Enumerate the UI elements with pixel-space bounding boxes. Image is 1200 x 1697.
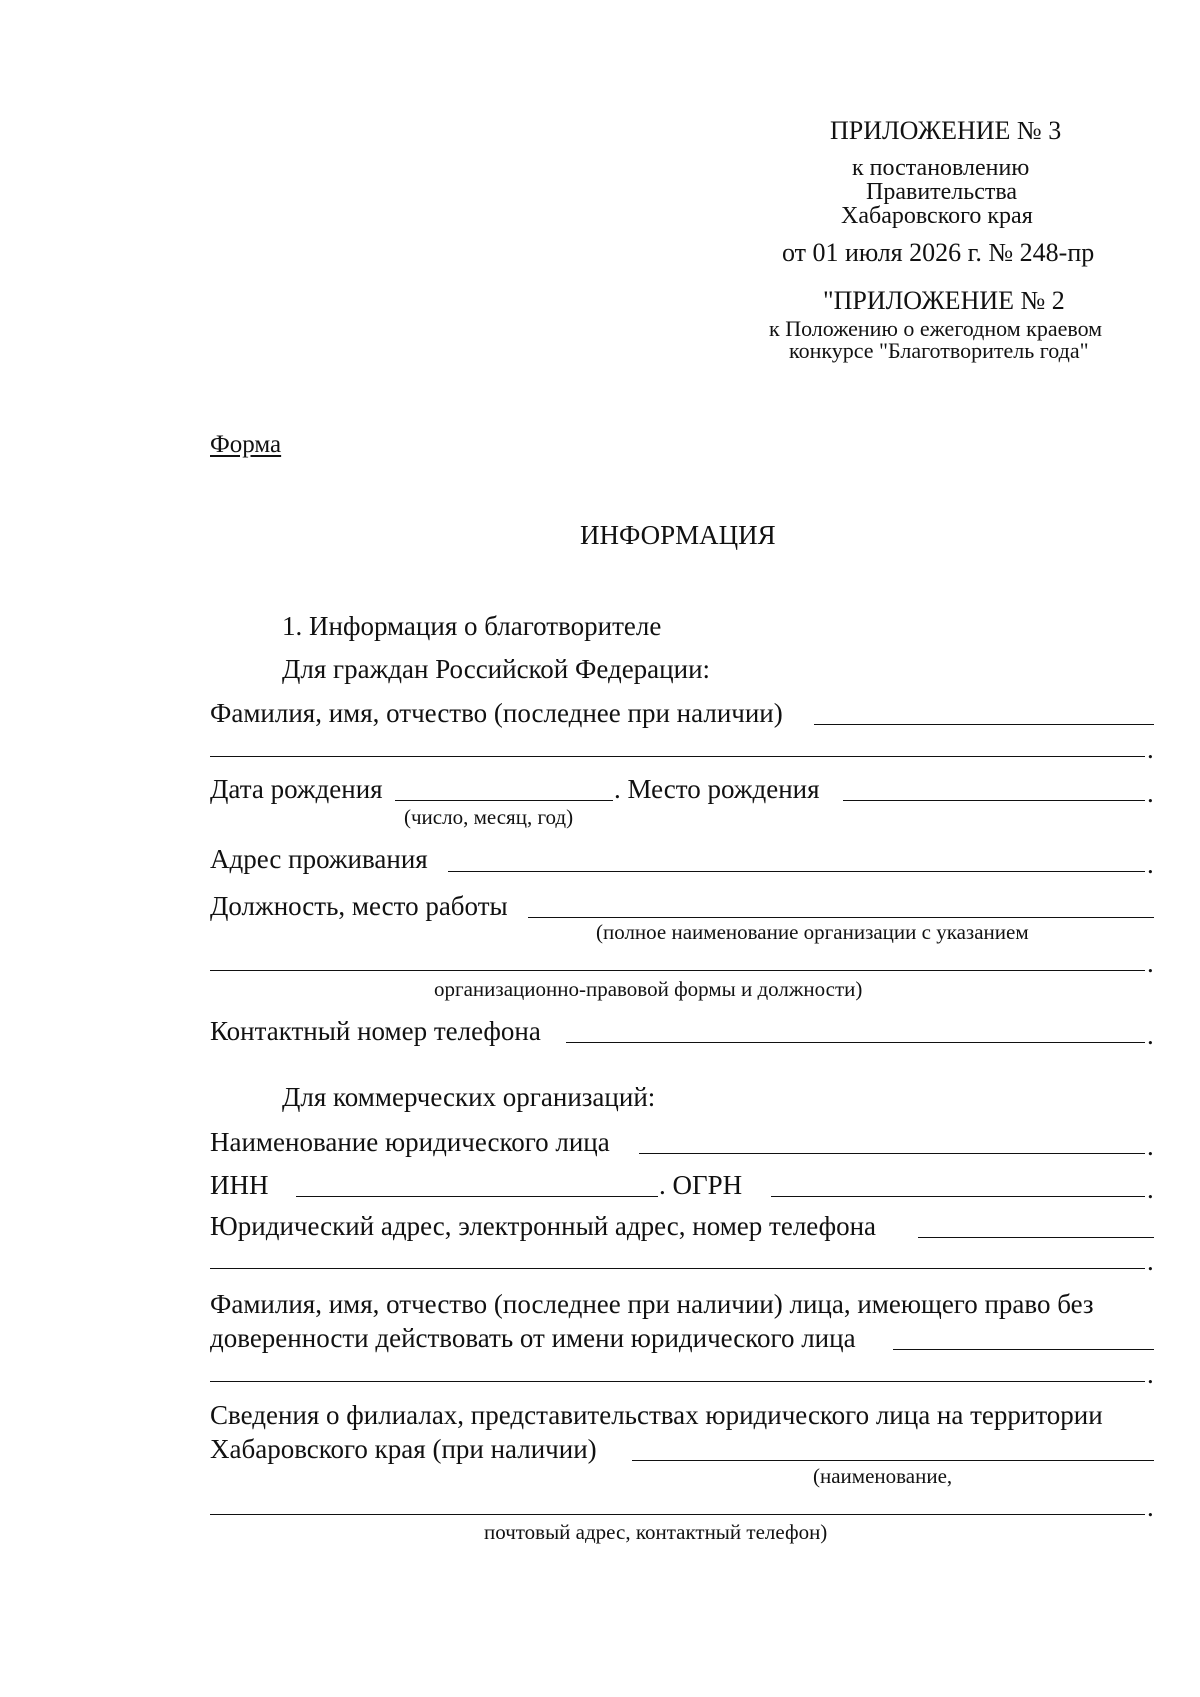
position-hint-2: организационно-правовой формы и должности)	[434, 977, 863, 1001]
birth-date-hint: (число, месяц, год)	[404, 805, 574, 829]
director-label-2: доверенности действовать от имени юридического лица	[210, 1323, 856, 1353]
ogrn-period: .	[1147, 1174, 1154, 1204]
phone-period: .	[1147, 1020, 1154, 1050]
region-ref: Хабаровского края	[841, 203, 1033, 229]
director-field-line-2[interactable]	[210, 1381, 1145, 1382]
fio-label: Фамилия, имя, отчество (последнее при наличии)	[210, 698, 783, 728]
entity-name-field-line[interactable]	[639, 1153, 1145, 1154]
address-label: Адрес проживания	[210, 844, 428, 874]
legal-address-field-line-2[interactable]	[210, 1268, 1145, 1269]
director-field-line[interactable]	[893, 1349, 1154, 1350]
companies-heading: Для коммерческих организаций:	[282, 1082, 656, 1112]
government-ref: Правительства	[866, 179, 1018, 205]
birth-place-label: . Место рождения	[614, 774, 820, 804]
appendix-2-title: "ПРИЛОЖЕНИЕ № 2	[823, 286, 1065, 315]
ogrn-label: . ОГРН	[659, 1170, 743, 1200]
position-hint-1: (полное наименование организации с указанием	[596, 920, 1029, 944]
fio-period: .	[1147, 734, 1154, 764]
ogrn-field-line[interactable]	[771, 1196, 1145, 1197]
position-label: Должность, место работы	[210, 891, 508, 921]
legal-address-field-line[interactable]	[918, 1237, 1154, 1238]
address-period: .	[1147, 849, 1154, 879]
position-period: .	[1147, 948, 1154, 978]
branches-period: .	[1147, 1492, 1154, 1522]
branches-label-1: Сведения о филиалах, представительствах юридического лица на территории	[210, 1400, 1103, 1430]
director-period: .	[1147, 1359, 1154, 1389]
birth-date-label: Дата рождения	[210, 774, 383, 804]
phone-label: Контактный номер телефона	[210, 1016, 541, 1046]
section-1-heading: 1. Информация о благотворителе	[282, 611, 662, 641]
branches-field-line-2[interactable]	[210, 1514, 1145, 1515]
inn-label: ИНН	[210, 1170, 269, 1200]
birth-date-field-line[interactable]	[395, 800, 613, 801]
form-label: Форма	[210, 431, 282, 458]
fio-field-line-2[interactable]	[210, 756, 1145, 757]
fio-field-line[interactable]	[814, 724, 1154, 725]
regulation-ref: к Положению о ежегодном краевом	[769, 316, 1103, 341]
contest-ref: конкурсе "Благотворитель года"	[789, 338, 1089, 363]
branches-hint-1: (наименование,	[813, 1464, 953, 1488]
resolution-date-number: от 01 июля 2026 г. № 248-пр	[782, 238, 1095, 267]
address-field-line[interactable]	[448, 871, 1145, 872]
branches-hint-2: почтовый адрес, контактный телефон)	[484, 1520, 828, 1544]
birth-place-field-line[interactable]	[843, 800, 1145, 801]
entity-name-period: .	[1147, 1131, 1154, 1161]
branches-label-2: Хабаровского края (при наличии)	[210, 1434, 597, 1464]
citizens-heading: Для граждан Российской Федерации:	[282, 654, 711, 684]
position-field-line-2[interactable]	[210, 970, 1145, 971]
position-field-line[interactable]	[528, 917, 1154, 918]
phone-field-line[interactable]	[566, 1042, 1145, 1043]
legal-address-label: Юридический адрес, электронный адрес, номер телефона	[210, 1211, 877, 1241]
director-label-1: Фамилия, имя, отчество (последнее при наличии) лица, имеющего право без	[210, 1289, 1094, 1319]
entity-name-label: Наименование юридического лица	[210, 1127, 610, 1157]
resolution-ref: к постановлению	[852, 155, 1030, 181]
inn-field-line[interactable]	[296, 1196, 658, 1197]
legal-address-period: .	[1147, 1246, 1154, 1276]
document-title: ИНФОРМАЦИЯ	[580, 520, 776, 550]
branches-field-line[interactable]	[632, 1460, 1154, 1461]
birth-place-period: .	[1147, 778, 1154, 808]
appendix-3-title: ПРИЛОЖЕНИЕ № 3	[830, 116, 1062, 145]
